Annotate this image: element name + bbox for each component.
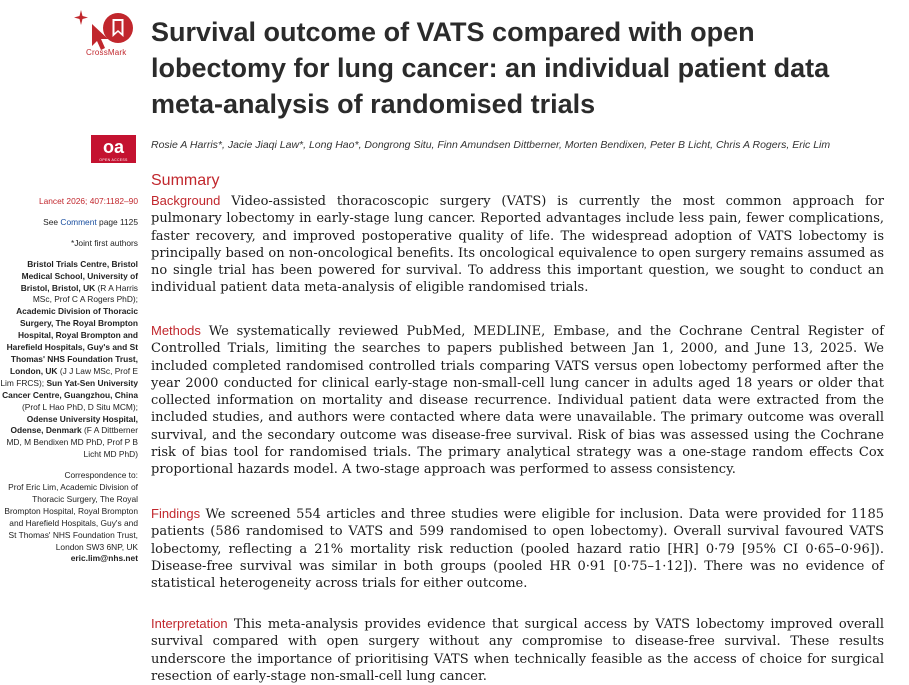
bookmark-circle-icon: [103, 13, 133, 43]
comment-link[interactable]: Comment: [60, 216, 97, 227]
journal-reference: Lancet 2026; 407:1182–90: [38, 196, 138, 206]
open-access-badge: [91, 135, 136, 163]
correspondence-label: Correspondence to:: [64, 470, 138, 481]
crossmark-logo[interactable]: [74, 8, 134, 66]
author-list: Rosie A Harris*, Jacie Jiaqi Law*, Long Hao*, Dongrong Situ, Finn Amundsen Dittberner, Morten Bendixen, Peter B Licht, Chris A Rogers, Eric Lim: [151, 139, 831, 151]
interpretation-text: This meta-analysis provides evidence that surgical access by VATS lobectomy improved overall survival compared with open surgery without any compromise to disease-free survival. These results underscore the importance of prioritising VATS when technically feasible as the access of choice for surgical resection of early-stage non-small-cell lung cancer.: [151, 617, 884, 684]
sparkle-icon: [74, 10, 88, 25]
correspondence-email[interactable]: eric.lim@nhs.net: [70, 553, 138, 564]
methods-label: Methods: [151, 323, 201, 338]
affiliation-royal-brompton-name: Academic Division of Thoracic Surgery, The Royal Brompton Hospital, Royal Brompton and Harefield Hospitals, Guy's and St Thomas' NHS Foundation Trust, London, UK: [6, 306, 138, 376]
crossmark-label: CrossMark: [86, 48, 127, 57]
article-title: Survival outcome of VATS compared with open lobectomy for lung cancer: an individual patient data meta-analysis of randomised trials: [151, 17, 830, 119]
correspondence-address: Prof Eric Lim, Academic Division of Thoracic Surgery, The Royal Brompton Hospital, Royal Brompton and Harefield Hospitals, Guy's and St Thomas' NHS Foundation Trust, London SW3 6NP, UK: [4, 482, 138, 552]
interpretation-label: Interpretation: [151, 616, 228, 631]
affiliation-bristol-people: (R A Harris MSc, Prof C A Rogers PhD);: [32, 282, 138, 305]
affiliation-odense-name: Odense University Hospital, Odense, Denmark: [10, 413, 138, 436]
background-label: Background: [151, 193, 221, 208]
affiliation-royal-brompton-people: (J J Law MSc, Prof E Lim FRCS);: [0, 365, 138, 388]
oa-badge-text: oa: [102, 137, 124, 157]
background-paragraph: [151, 192, 884, 297]
affiliation-bristol-name: Bristol Trials Centre, Bristol Medical School, University of Bristol, Bristol, UK: [20, 258, 138, 293]
affiliations: [0, 259, 138, 461]
methods-text: We systematically reviewed PubMed, MEDLINE, Embase, and the Cochrane Central Register of Controlled Trials, limiting the searches to papers published between Jan 1, 2000, and June 13, 2025. We included completed randomised controlled trials comparing VATS versus open lobectomy performed after the year 2000 conducted for clinical early-stage non-small-cell lung cancer in adults aged 18 years or older that collected information on mortality and disease recurrence. Individual patient data were extracted from the included studies, and authors were contacted where data were unavailable. The primary outcome was overall survival, and the secondary outcome was disease-free survival. Risk of bias was assessed using the Cochrane risk of bias tool for randomised trials. The primary analytical strategy was a one-stage random effects Cox proportional hazards model. A two-stage approach was performed to assess consistency.: [151, 324, 884, 478]
findings-text: We screened 554 articles and three studies were eligible for inclusion. Data were provided for 1185 patients (586 randomised to VATS and 599 randomised to open lobectomy). Overall survival favoured VATS lobectomy, reflecting a 21% mortality risk reduction (pooled hazard ratio [HR] 0·79 [95% CI 0·65–0·96]). Disease-free survival was similar in both groups (pooled HR 0·91 [0·75–1·12]). There was no evidence of statistical heterogeneity across trials for either outcome.: [151, 507, 884, 592]
affiliation-odense-people: (F A Dittberner MD, M Bendixen MD PhD, Prof P B Licht MD PhD): [6, 425, 138, 460]
comment-page: page 1125: [96, 216, 138, 227]
findings-paragraph: [151, 505, 884, 592]
oa-badge-subtext: OPEN ACCESS: [99, 158, 128, 162]
see-prefix: See: [43, 216, 61, 227]
findings-label: Findings: [151, 506, 201, 521]
interpretation-paragraph: [151, 615, 884, 685]
sidebar: [0, 196, 138, 565]
joint-first-authors-note: *Joint first authors: [70, 237, 138, 248]
background-text: Video-assisted thoracoscopic surgery (VATS) is currently the most common approach for pulmonary lobectomy in early-stage lung cancer. Reported advantages include less pain, fewer complications, faster recovery, and improved postoperative quality of life. The widespread adoption of VATS lobectomy is principally based on non-oncological benefits. Its oncological equivalence to open surgery remains assumed as no single trial has been powered for survival. To address this important question, we sought to conduct an individual patient data meta-analysis of eligible randomised trials.: [151, 194, 884, 296]
methods-paragraph: [151, 322, 884, 479]
summary-heading: Summary: [151, 172, 220, 189]
affiliation-sysu-people: (Prof L Hao PhD, D Situ MCM);: [21, 401, 138, 412]
see-comment-line: [0, 217, 138, 229]
affiliation-sysu-name: Sun Yat-Sen University Cancer Centre, Guangzhou, China: [2, 377, 138, 400]
